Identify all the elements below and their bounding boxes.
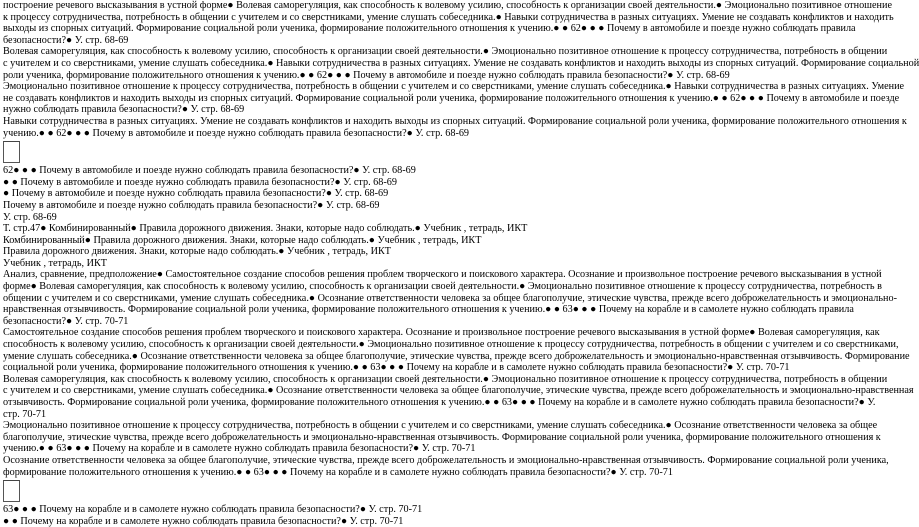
empty-cell-box bbox=[3, 480, 20, 502]
text-line: общении с учителем и со сверстниками, умение слушать собеседника.● Осознание ответственности человека за общее благополучие, этические чувства, прежде всего доброжелательность и эмоционально- bbox=[3, 292, 897, 304]
text-line: Навыки сотрудничества в разных ситуациях. Умение не создавать конфликтов и находить выходы из спорных ситуаций. Формирование социальной роли ученика, формирование положительного отношения к bbox=[3, 115, 907, 127]
text-line: не создавать конфликтов и находить выходы из спорных ситуаций. Формирование социальной роли ученика, формирование положительного отношения к учению.● ● 62● ● ● Почему в автомобиле и поезде bbox=[3, 92, 900, 104]
text-line: Эмоционально позитивное отношение к процессу сотрудничества, потребность в общении с учителем и со сверстниками, умение слушать собеседника.● Навыки сотрудничества в разных ситуациях. Умение bbox=[3, 81, 905, 93]
text-line: безопасности?● У. стр. 68-69 bbox=[3, 34, 129, 46]
text-line: учению.● ● 62● ● ● Почему в автомобиле и поезде нужно соблюдать правила безопасности?● У. стр. 68-69 bbox=[3, 127, 470, 139]
text-line: Эмоционально позитивное отношение к процессу сотрудничества, потребность в общении с учителем и со сверстниками, умение слушать собеседника.● Осознание ответственности человека за общее bbox=[3, 420, 878, 432]
text-line: ● Почему в автомобиле и поезде нужно соблюдать правила безопасности?● У. стр. 68-69 bbox=[3, 188, 389, 200]
text-line: выходы из спорных ситуаций. Формирование социальной роли ученика, формирование положительного отношения к учению.● ● 62● ● ● Почему в автомобиле и поезде нужно соблюдать правила bbox=[3, 23, 856, 35]
text-line: Почему в автомобиле и поезде нужно соблюдать правила безопасности?● У. стр. 68-69 bbox=[3, 199, 380, 211]
text-line: безопасности?● У. стр. 70-71 bbox=[3, 315, 129, 327]
text-line: стр. 70-71 bbox=[3, 408, 47, 420]
text-line: роли ученика, формирование положительного отношения к учению.● ● 62● ● ● Почему в автомобиле и поезде нужно соблюдать правила безопасности?● У. стр. 68-69 bbox=[3, 69, 730, 81]
text-line: Самостоятельное создание способов решения проблем творческого и поискового характера. Осознание и произвольное построение речевого высказывания в устной форме● Волевая саморегуляция, как bbox=[3, 327, 880, 339]
text-line: отзывчивость. Формирование социальной роли ученика, формирование положительного отношения к учению.● ● 63● ● ● Почему на корабле и в самолете нужно соблюдать правила безопасности?● У. bbox=[3, 397, 876, 408]
text-line: ● ● Почему на корабле и в самолете нужно соблюдать правила безопасности?● У. стр. 70-71 bbox=[3, 515, 404, 527]
text-line: способность к волевому усилию, способность к организации своей деятельности.● Эмоционально позитивное отношение к процессу сотрудничества, потребность в общении с учителем и со сверстниками, bbox=[3, 339, 899, 351]
text-line: Т. стр.47● Комбинированный● Правила дорожного движения. Знаки, которые надо соблюдать.● Учебник , тетрадь, ИКТ bbox=[3, 223, 528, 235]
text-line: 63● ● ● Почему на корабле и в самолете нужно соблюдать правила безопасности?● У. стр. 70-71 bbox=[3, 504, 423, 516]
text-line: Учебник , тетрадь, ИКТ bbox=[3, 257, 107, 269]
text-line: Волевая саморегуляция, как способность к волевому усилию, способность к организации своей деятельности.● Эмоционально позитивное отношение к процессу сотрудничества, потребность в общении bbox=[3, 373, 888, 385]
text-line: Правила дорожного движения. Знаки, которые надо соблюдать.● Учебник , тетрадь, ИКТ bbox=[3, 246, 391, 258]
text-line: Волевая саморегуляция, как способность к волевому усилию, способность к организации своей деятельности.● Эмоционально позитивное отношение к процессу сотрудничества, потребность в общении bbox=[3, 46, 888, 58]
text-line: У. стр. 68-69 bbox=[3, 211, 57, 223]
text-line: формирование положительного отношения к учению.● ● 63● ● ● Почему на корабле и в самолете нужно соблюдать правила безопасности?● У. стр. 70-71 bbox=[3, 466, 673, 478]
text-line: с учителем и со сверстниками, умение слушать собеседника.● Осознание ответственности человека за общее благополучие, этические чувства, прежде всего доброжелательность и эмоционально-нравственная bbox=[3, 385, 914, 397]
text-line: 62● ● ● Почему в автомобиле и поезде нужно соблюдать правила безопасности?● У. стр. 68-69 bbox=[3, 165, 416, 177]
text-line: к процессу сотрудничества, потребность в общении с учителем и со сверстниками, умение слушать собеседника.● Навыки сотрудничества в разных ситуациях. Умение не создавать конфликтов и находить bbox=[3, 11, 894, 23]
document-body bbox=[3, 0, 919, 527]
text-line: социальной роли ученика, формирование положительного отношения к учению.● ● 63● ● ● Почему на корабле и в самолете нужно соблюдать правила безопасности?● У. стр. 70-71 bbox=[3, 362, 790, 374]
text-line: ● ● Почему в автомобиле и поезде нужно соблюдать правила безопасности?● У. стр. 68-69 bbox=[3, 176, 397, 188]
empty-cell-box bbox=[3, 141, 20, 163]
text-line: построение речевого высказывания в устной форме● Волевая саморегуляция, как способность к волевому усилию, способность к организации своей деятельности.● Эмоционально позитивное отношение bbox=[3, 0, 892, 11]
text-line: нужно соблюдать правила безопасности?● У. стр. 68-69 bbox=[3, 104, 245, 116]
text-line: учению.● ● 63● ● ● Почему на корабле и в самолете нужно соблюдать правила безопасности?● У. стр. 70-71 bbox=[3, 443, 476, 455]
text-line: с учителем и со сверстниками, умение слушать собеседника.● Навыки сотрудничества в разных ситуациях. Умение не создавать конфликтов и находить выходы из спорных ситуаций. Формирование социальной bbox=[3, 57, 919, 69]
text-line: Комбинированный● Правила дорожного движения. Знаки, которые надо соблюдать.● Учебник , тетрадь, ИКТ bbox=[3, 234, 482, 246]
text-line: форме● Волевая саморегуляция, как способность к волевому усилию, способность к организации своей деятельности.● Эмоционально позитивное отношение к процессу сотрудничества, потребность в bbox=[3, 281, 882, 293]
text-line: Осознание ответственности человека за общее благополучие, этические чувства, прежде всего доброжелательность и эмоционально-нравственная отзывчивость. Формирование социальной роли ученика, bbox=[3, 454, 889, 466]
text-line: Анализ, сравнение, предположение● Самостоятельное создание способов решения проблем творческого и поискового характера. Осознание и произвольное построение речевого высказывания в устной bbox=[3, 269, 882, 281]
text-line: нравственная отзывчивость. Формирование социальной роли ученика, формирование положительного отношения к учению.● ● 63● ● ● Почему на корабле и в самолете нужно соблюдать правила bbox=[3, 304, 854, 316]
text-line: благополучие, этические чувства, прежде всего доброжелательность и эмоционально-нравственная отзывчивость. Формирование социальной роли ученика, формирование положительного отношения к bbox=[3, 431, 881, 443]
text-line: умение слушать собеседника.● Осознание ответственности человека за общее благополучие, этические чувства, прежде всего доброжелательность и эмоционально-нравственная отзывчивость. Формирование bbox=[3, 350, 910, 362]
